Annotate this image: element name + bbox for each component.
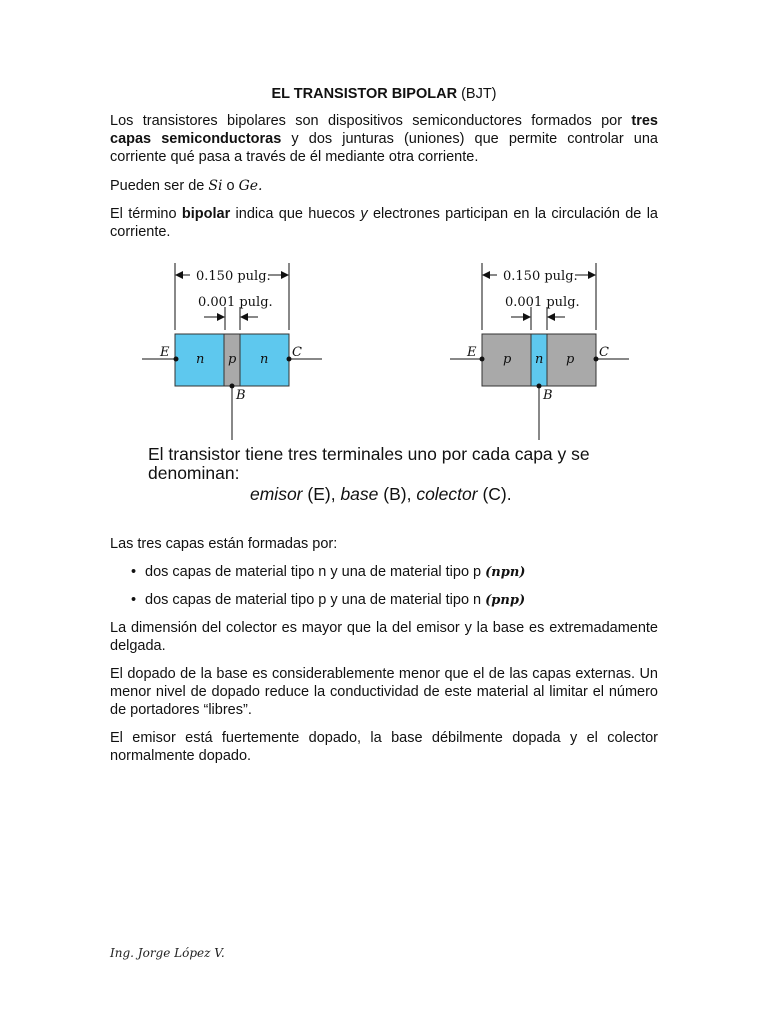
pnp-collector-label: C (599, 345, 609, 360)
pnp-base-label: B (543, 388, 553, 403)
text-span: indica que huecos (230, 206, 361, 222)
footer-author: Ing. Jorge López V. (110, 946, 225, 960)
term-emisor: emisor (250, 484, 303, 504)
intro-paragraph-2 (110, 177, 658, 195)
term-colector: colector (416, 484, 478, 504)
pnp-layer-collector: p (566, 352, 575, 367)
npn-dim-total: 0.150 pulg. (196, 269, 271, 284)
title-suffix: (BJT) (457, 86, 497, 102)
term-e: (E), (302, 484, 341, 504)
npn-emitter-label: E (160, 345, 170, 360)
term-base: base (340, 484, 379, 504)
pnp-dim-base: 0.001 pulg. (505, 295, 580, 310)
body-paragraph-2: El dopado de la base es considerablemente menor que el de las capas externas. Un menor nivel de dopado reduce la conductividad de este material al limitar el número de portadores “libres”. (110, 666, 658, 718)
text-span: El término (110, 206, 182, 222)
intro-paragraph-1 (110, 112, 658, 166)
text-span: y dos junturas (uniones) que permite controlar una corriente qué pasa a través de él mediante otra corriente. (110, 131, 658, 165)
text-span: Los transistores bipolares son dispositivos semiconductores formados por (110, 113, 632, 129)
italic-span: y (360, 206, 368, 222)
bold-span: bipolar (181, 206, 231, 222)
term-c: (C). (477, 484, 512, 504)
bullet-icon: • (131, 564, 137, 580)
math-si: Si (208, 178, 223, 194)
diagram-caption: El transistor tiene tres terminales uno por cada capa y se denominan: (148, 444, 590, 483)
page-title (0, 86, 768, 102)
npn-transistor (142, 263, 322, 440)
pnp-dim-total: 0.150 pulg. (503, 269, 578, 284)
math-period: . (258, 178, 263, 194)
pnp-layer-base: n (535, 352, 544, 367)
intro-paragraph-3 (110, 205, 658, 241)
text-span: Pueden ser de (110, 178, 209, 194)
term-b: (B), (378, 484, 417, 504)
transistor-diagram (0, 255, 768, 450)
body-paragraph-1: La dimensión del colector es mayor que la del emisor y la base es extremadamente delgada. (110, 620, 658, 654)
list-item (131, 563, 525, 582)
math-npn: (npn) (485, 565, 526, 580)
npn-base-label: B (236, 388, 246, 403)
npn-layer-base: p (228, 352, 237, 367)
text-span: electrones participan en la circulación de la corriente. (110, 206, 658, 240)
pnp-transistor (450, 263, 629, 440)
text-span: dos capas de material tipo p y una de material tipo n (145, 592, 486, 608)
text-span: dos capas de material tipo n y una de material tipo p (145, 564, 486, 580)
terminal-names (250, 484, 512, 505)
layers-intro: Las tres capas están formadas por: (110, 536, 338, 552)
npn-collector-label: C (292, 345, 302, 360)
math-ge: Ge (238, 178, 259, 194)
math-pnp: (pnp) (485, 593, 526, 608)
npn-layer-collector: n (260, 352, 269, 367)
bullet-icon: • (131, 592, 137, 608)
pnp-layer-emitter: p (503, 352, 512, 367)
title-bold: EL TRANSISTOR BIPOLAR (271, 86, 458, 102)
npn-dim-base: 0.001 pulg. (198, 295, 273, 310)
text-span: o (222, 178, 239, 194)
list-item (131, 591, 525, 610)
npn-layer-emitter: n (196, 352, 205, 367)
bold-span: tres capas semiconductoras (110, 113, 658, 147)
pnp-emitter-label: E (467, 345, 477, 360)
body-paragraph-3: El emisor está fuertemente dopado, la base débilmente dopada y el colector normalmente dopado. (110, 730, 658, 764)
